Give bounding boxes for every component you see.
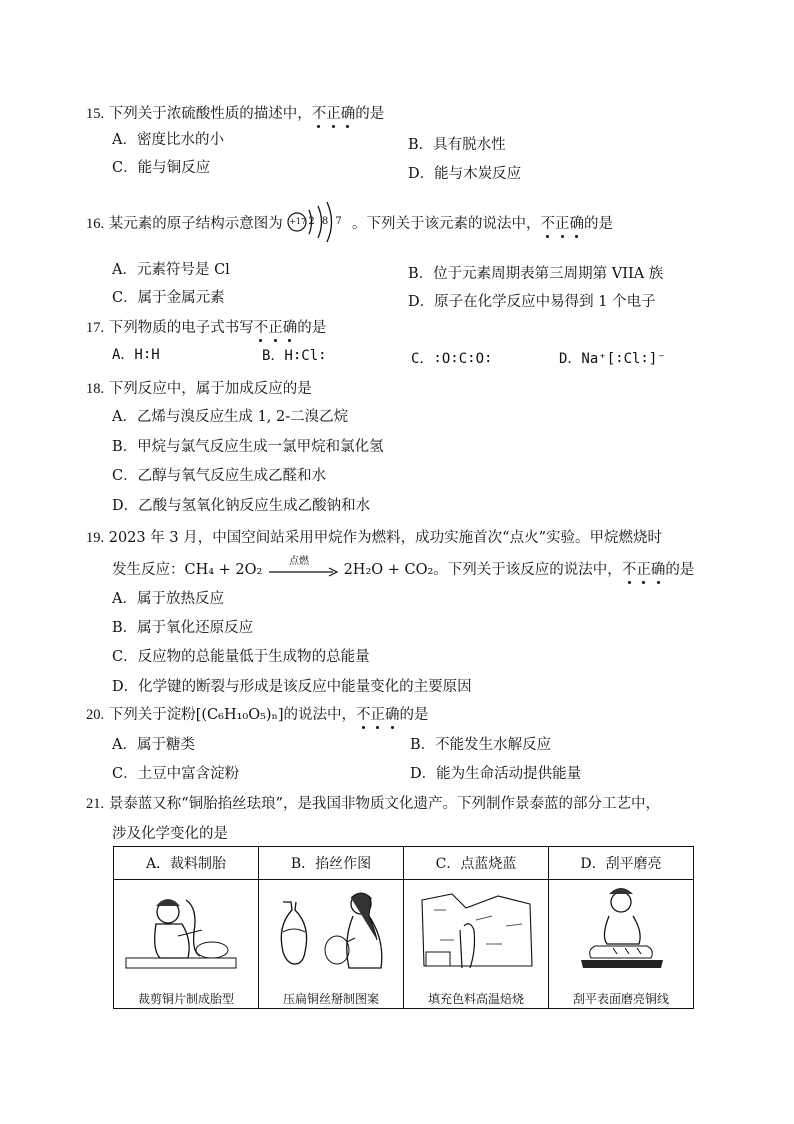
q17-option-b: B．H∶Cl∶ [262, 348, 327, 364]
q17-option-c: C．∶O∶C∶O∶ [411, 351, 493, 367]
craft-header-d: D．刮平磨亮 [549, 847, 694, 880]
negation-emphasis: 不正确 [312, 106, 356, 122]
q20-option-d: D．能为生命活动提供能量 [410, 766, 582, 782]
q15-stem: 15. 下列关于浓硫酸性质的描述中，不正确的是 [86, 102, 384, 123]
q18-option-b: B．甲烷与氯气反应生成一氯甲烷和氯化氢 [112, 439, 384, 455]
reaction-condition: 点燃 [288, 556, 309, 567]
electron-shells: 2 8 7 [308, 216, 344, 227]
q16-option-d: D．原子在化学反应中易得到 1 个电子 [408, 294, 656, 310]
nucleus-charge: +17 [289, 217, 307, 226]
q18-option-a: A．乙烯与溴反应生成 1, 2-二溴乙烷 [112, 409, 349, 425]
craft-caption-d: 刮平表面磨亮铜线 [572, 992, 669, 1006]
firing-kiln-illustration [406, 880, 546, 984]
q17-stem: 17. 下列物质的电子式书写不正确的是 [86, 316, 326, 337]
q15-option-b: B．具有脱水性 [408, 137, 506, 153]
craft-caption-a: 裁剪铜片制成胎型 [137, 992, 234, 1006]
q19-option-c: C．反应物的总能量低于生成物的总能量 [112, 649, 370, 665]
atom-structure-diagram [287, 204, 347, 244]
q17-option-d: D．Na⁺[∶Cl∶]⁻ [559, 351, 666, 367]
craft-header-b: B．掐丝作图 [259, 847, 404, 880]
q16-stem: 16. 某元素的原子结构示意图为 +17 2 8 7 。下列关于该元素的说法中，不正确的是 [86, 204, 613, 244]
negation-emphasis: 不正确 [356, 707, 400, 723]
q19-option-d: D．化学键的断裂与形成是该反应中能量变化的主要原因 [112, 679, 472, 695]
q20-option-a: A．属于糖类 [112, 737, 195, 753]
wire-pattern-illustration [261, 880, 401, 984]
q20-stem: 20. 下列关于淀粉[(C₆H₁₀O₅)ₙ]的说法中，不正确的是 [86, 703, 429, 724]
q15-option-d: D．能与木炭反应 [408, 166, 522, 182]
negation-emphasis: 不正确 [622, 562, 666, 578]
question-number: 15. [86, 106, 105, 122]
negation-emphasis: 不正确 [540, 216, 584, 232]
polishing-illustration [551, 880, 691, 984]
q20-option-b: B．不能发生水解反应 [410, 737, 552, 753]
q18-option-c: C．乙醇与氧气反应生成乙醛和水 [112, 468, 327, 484]
q19-stem-line1: 19. 2023 年 3 月，中国空间站采用甲烷作为燃料，成功实施首次“点火”实验。甲烷燃烧时 [86, 530, 663, 546]
q15-option-a: A．密度比水的小 [112, 132, 224, 148]
craft-cell-d [549, 880, 694, 1009]
craft-caption-b: 压扁铜丝掰制图案 [282, 992, 379, 1006]
q19-stem-line2: 发生反应：CH₄ + 2O₂ 点燃 2H₂O + CO₂。下列关于该反应的说法中，不正确的是 [112, 558, 694, 579]
q19-option-a: A．属于放热反应 [112, 591, 224, 607]
q15-option-c: C．能与铜反应 [112, 160, 211, 176]
craft-cell-c [404, 880, 549, 1009]
reaction-arrow [267, 556, 339, 578]
q21-stem-line2: 涉及化学变化的是 [112, 826, 228, 842]
q18-stem: 18. 下列反应中，属于加成反应的是 [86, 381, 312, 397]
q19-option-b: B．属于氧化还原反应 [112, 620, 254, 636]
q20-option-c: C．土豆中富含淀粉 [112, 766, 240, 782]
craft-header-c: C．点蓝烧蓝 [404, 847, 549, 880]
negation-emphasis: 不正确 [254, 320, 298, 336]
craft-process-table [113, 846, 694, 1009]
q17-option-a: A．H∶H [112, 347, 160, 363]
craft-cell-a [114, 880, 259, 1009]
craft-header-a: A．裁料制胎 [114, 847, 259, 880]
craft-cell-b [259, 880, 404, 1009]
q16-option-a: A．元素符号是 Cl [112, 262, 230, 278]
q16-option-b: B．位于元素周期表第三周期第 VIIA 族 [408, 266, 664, 282]
q16-option-c: C．属于金属元素 [112, 290, 225, 306]
q18-option-d: D．乙酸与氢氧化钠反应生成乙酸钠和水 [112, 498, 371, 514]
craftsman-shaping-illustration [116, 880, 256, 984]
craft-caption-c: 填充色料高温焙烧 [427, 992, 524, 1006]
q21-stem-line1: 21. 景泰蓝又称“铜胎掐丝珐琅”，是我国非物质文化遗产。下列制作景泰蓝的部分工艺中， [86, 796, 661, 812]
